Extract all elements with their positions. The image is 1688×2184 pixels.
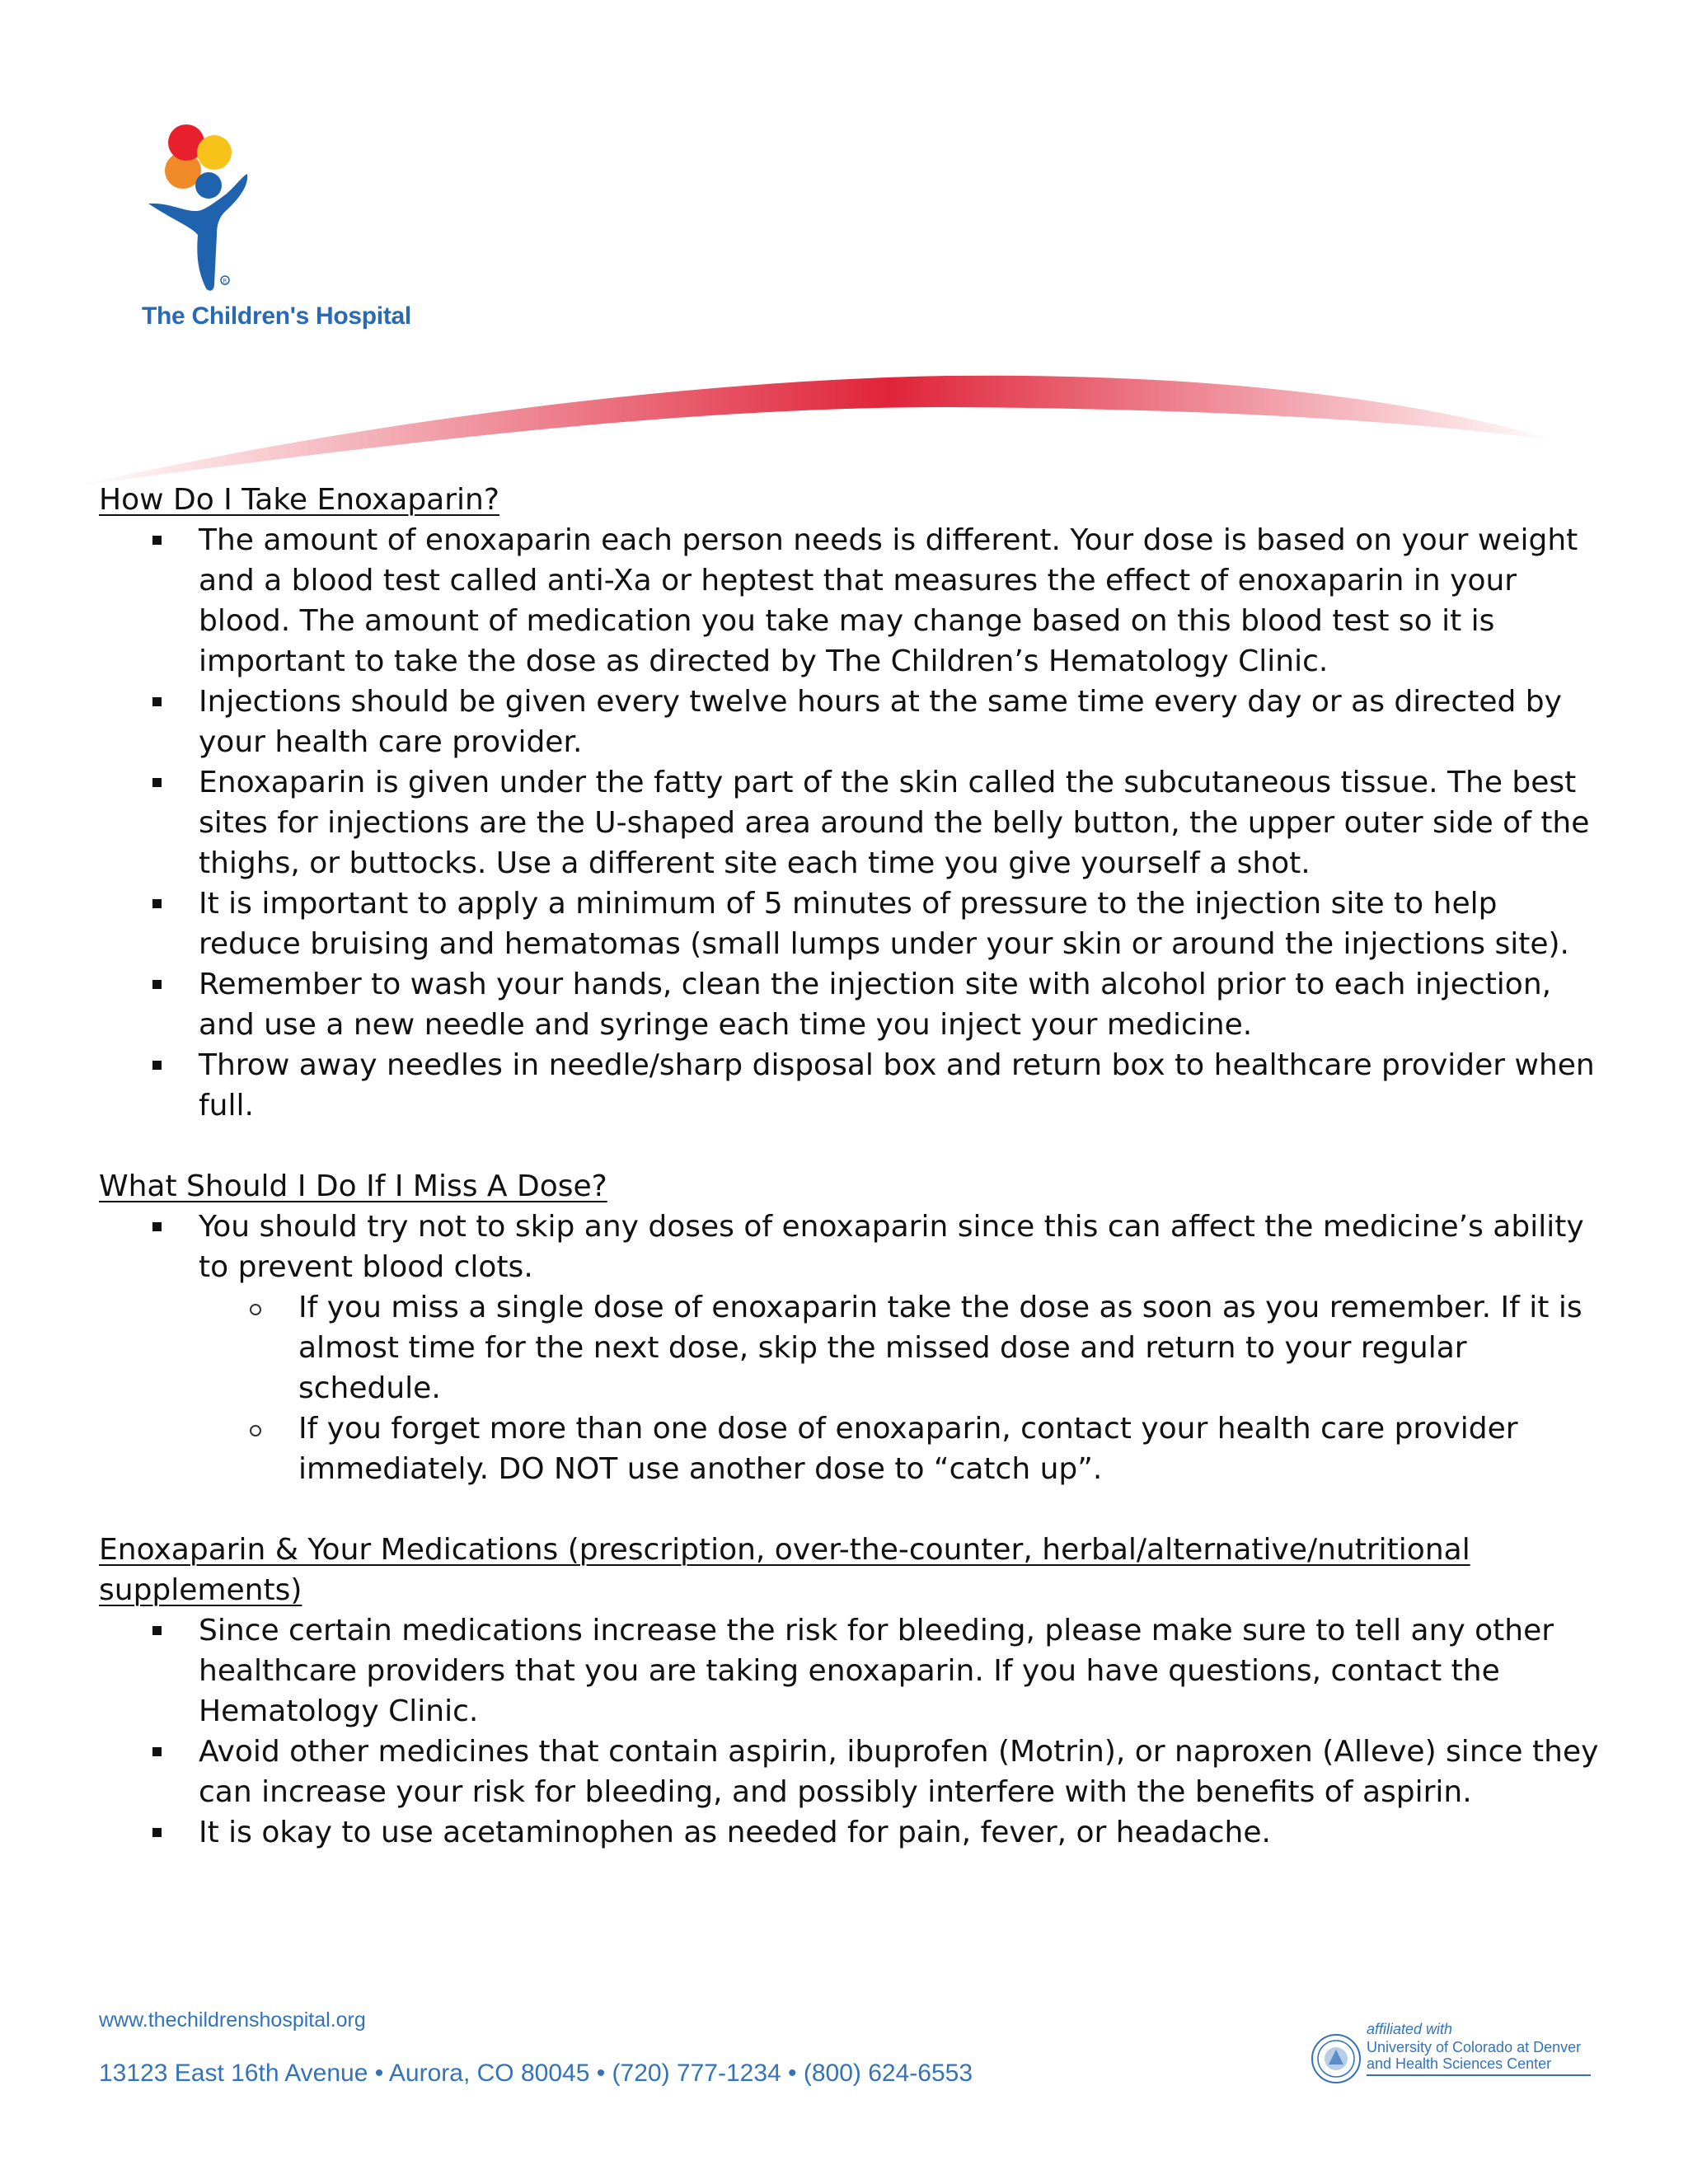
square-bullet-icon <box>152 536 162 545</box>
square-bullet-icon <box>152 1222 162 1231</box>
document-body <box>99 480 1599 1853</box>
affiliation-title: affiliated with <box>1367 2021 1453 2037</box>
list-item: Enoxaparin is given under the fatty part of the skin called the subcutaneous tissue. The best sites for injections are the U-shaped area around the belly button, the upper outer side of the thighs, or buttocks. Use a different site each time you give yourself a shot. <box>99 762 1599 883</box>
child-figure-icon <box>132 120 297 305</box>
missed-dose-sublist <box>199 1287 1599 1489</box>
section-title-how-to-take: How Do I Take Enoxaparin? <box>99 483 499 517</box>
square-bullet-icon <box>152 980 162 989</box>
square-bullet-icon <box>152 1061 162 1070</box>
square-bullet-icon <box>152 1747 162 1756</box>
hospital-name: The Children's Hospital <box>142 302 411 330</box>
list-item: Injections should be given every twelve hours at the same time every day or as directed by your health care provider. <box>99 682 1599 762</box>
university-seal-icon <box>1311 2033 1362 2084</box>
list-item: Avoid other medicines that contain aspirin, ibuprofen (Motrin), or naproxen (Alleve) since they can increase your risk for bleeding, and possibly interfere with the benefits of aspirin. <box>99 1732 1599 1812</box>
list-item: Throw away needles in needle/sharp disposal box and return box to healthcare provider when full. <box>99 1045 1599 1126</box>
affiliation-block <box>1311 2021 1591 2095</box>
missed-dose-list <box>99 1207 1599 1489</box>
footer-address: 13123 East 16th Avenue • Aurora, CO 80045 • (720) 777-1234 • (800) 624-6553 <box>99 2060 973 2087</box>
hospital-logo <box>132 120 429 342</box>
list-item: Since certain medications increase the risk for bleeding, please make sure to tell any other healthcare providers that you are taking enoxaparin. If you have questions, contact the Hematology Clinic. <box>99 1610 1599 1732</box>
affiliation-line-1: University of Colorado at Denver <box>1367 2039 1582 2055</box>
list-item: Remember to wash your hands, clean the injection site with alcohol prior to each injection, and use a new needle and syringe each time you inject your medicine. <box>99 964 1599 1045</box>
svg-text:R: R <box>223 278 227 284</box>
sub-list-item: If you forget more than one dose of enoxaparin, contact your health care provider immediately. DO NOT use another dose to “catch up”. <box>199 1408 1599 1489</box>
how-to-take-list <box>99 520 1599 1126</box>
footer-website-link[interactable]: www.thechildrenshospital.org <box>99 2008 366 2032</box>
list-item: It is okay to use acetaminophen as needed for pain, fever, or headache. <box>99 1812 1599 1853</box>
square-bullet-icon <box>152 899 162 908</box>
section-title-medications: Enoxaparin & Your Medications (prescription, over-the-counter, herbal/alternative/nutritional supplements) <box>99 1533 1470 1607</box>
affiliation-line-2: and Health Sciences Center <box>1367 2055 1591 2076</box>
square-bullet-icon <box>152 697 162 706</box>
list-item: It is important to apply a minimum of 5 minutes of pressure to the injection site to help reduce bruising and hematomas (small lumps under your skin or around the injections site). <box>99 883 1599 964</box>
list-item: You should try not to skip any doses of enoxaparin since this can affect the medicine’s ability to prevent blood clots. If you miss a single dose of enoxaparin take the dose as soon as you remember. If it is almost time for the next dose, skip the missed dose and return to your regular schedule. If you forget more than one dose of enoxaparin, contact your health care provider immediately. DO NOT use another dose to “catch up”. <box>99 1207 1599 1489</box>
square-bullet-icon <box>152 1626 162 1635</box>
section-title-missed-dose: What Should I Do If I Miss A Dose? <box>99 1169 607 1203</box>
square-bullet-icon <box>152 778 162 787</box>
list-item: The amount of enoxaparin each person needs is different. Your dose is based on your weight and a blood test called anti-Xa or heptest that measures the effect of enoxaparin in your blood. The amount of medication you take may change based on this blood test so it is important to take the dose as directed by The Children’s Hematology Clinic. <box>99 520 1599 682</box>
medications-list <box>99 1610 1599 1853</box>
square-bullet-icon <box>152 1828 162 1837</box>
circle-bullet-icon <box>250 1425 261 1436</box>
circle-bullet-icon <box>250 1304 261 1315</box>
sub-list-item: If you miss a single dose of enoxaparin take the dose as soon as you remember. If it is almost time for the next dose, skip the missed dose and return to your regular schedule. <box>199 1287 1599 1408</box>
